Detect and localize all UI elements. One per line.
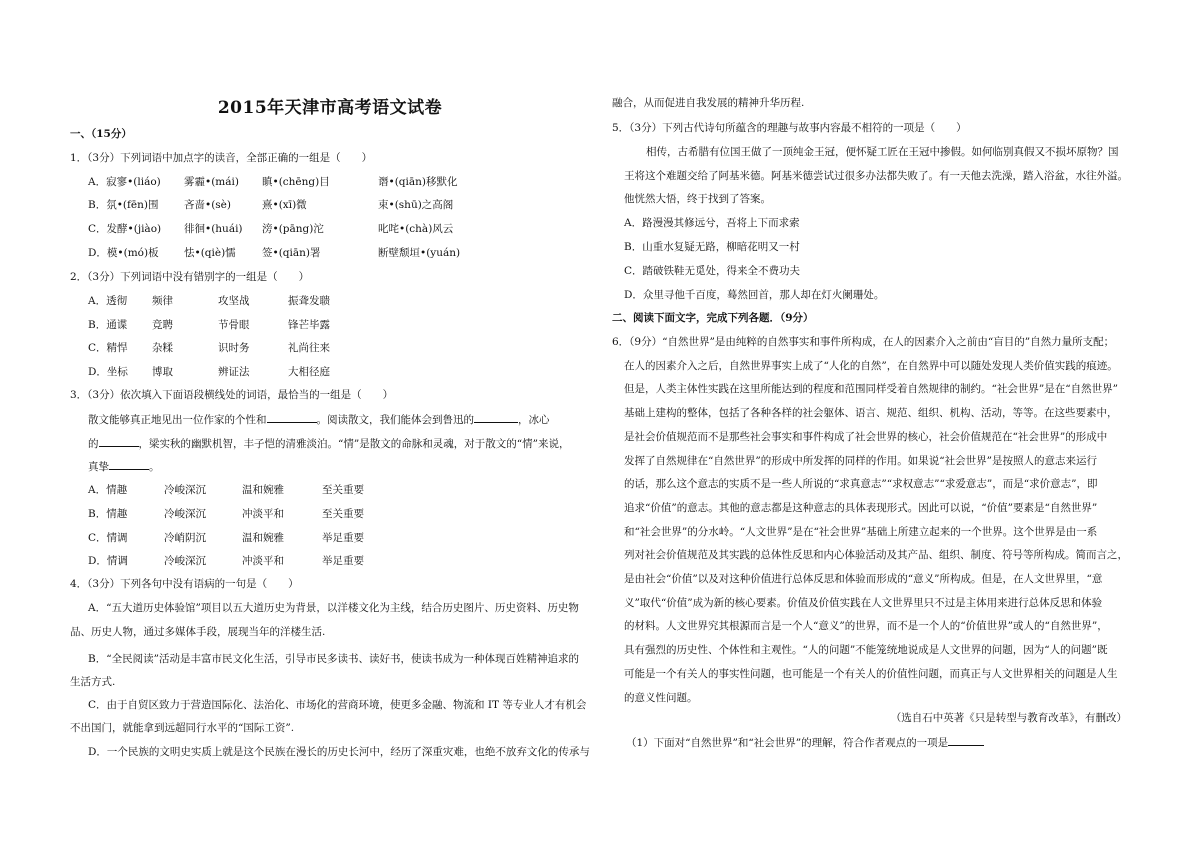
option-cell: 至关重要	[322, 484, 364, 496]
option-cell: 举足重要	[322, 555, 364, 567]
q5-option: B．山重水复疑无路，柳暗花明又一村	[624, 241, 800, 253]
option-cell: D．坐标	[88, 366, 128, 378]
option-cell: 雾霾•(mái)	[184, 176, 239, 188]
q6-source: （选自石中英著《只是转型与教育改革》，有删改）	[890, 712, 1127, 724]
option-cell: 怯•(qiè)懦	[184, 247, 236, 259]
q5-option: A．路漫漫其修远兮，吾将上下而求索	[624, 217, 800, 229]
q3-passage-line-3	[88, 459, 160, 474]
q3-passage-text: ，梁实秋的幽默机智，丰子恺的清雅淡泊。“情”是散文的命脉和灵魂，对于散文的“情”来说，	[138, 438, 570, 450]
q6-line: 可能是一个有关人的事实性问题，也可能是一个有关人的价值性问题，而真正与人文世界相关的问题是人生	[624, 668, 1118, 680]
q4-line: A．“五大道历史体验馆”项目以五大道历史为背景，以洋楼文化为主线，结合历史图片、历史资料、历史物	[88, 602, 579, 614]
option-cell: 振聋发聩	[288, 295, 330, 307]
q6-line: 的意义性问题。	[624, 692, 698, 704]
option-cell: 识时务	[218, 342, 250, 354]
option-cell: 冲淡平和	[242, 508, 284, 520]
option-cell: C．情调	[88, 532, 128, 544]
q4-stem: 4．（3分）下列各句中没有语病的一句是（ ）	[70, 578, 299, 590]
option-cell: 谮•(qiān)移默化	[378, 176, 458, 188]
option-cell: 竞聘	[152, 319, 173, 331]
q3-passage-text: 真挚	[88, 461, 109, 473]
option-cell: 熹•(xī)微	[262, 199, 307, 211]
q5-story-line: 他恍然大悟，终于找到了答案。	[624, 193, 771, 205]
option-cell: B．氛•(fēn)围	[88, 199, 159, 211]
option-cell: A．寂寥•(liáo)	[88, 176, 161, 188]
q5-story-line: 王将这个难题交给了阿基米德。阿基米德尝试过很多办法都失败了。有一天他去洗澡，踏入浴盆，水往外溢。	[624, 170, 1128, 182]
option-cell: 冷峻深沉	[164, 508, 206, 520]
option-cell: 杂糅	[152, 342, 173, 354]
q6-line: 的话，那么这个意志的实质不是一些人所说的“求真意志”“求权意志”“求爱意志”，而是“求价意志”，即	[624, 478, 1098, 490]
option-cell: 断壁颓垣•(yuán)	[378, 247, 461, 259]
q6-sub1	[626, 735, 984, 750]
option-cell: 大相径庭	[288, 366, 330, 378]
q3-passage-text: 。阅读散文，我们能体会到鲁迅的	[316, 414, 474, 426]
option-cell: 叱咤•(chà)风云	[378, 223, 454, 235]
option-cell: 辨证法	[218, 366, 250, 378]
section-2-heading: 二、阅读下面文字，完成下列各题．（9分）	[612, 312, 814, 324]
option-cell: 节骨眼	[218, 319, 250, 331]
option-cell: A．情趣	[88, 484, 128, 496]
q3-blank	[109, 459, 149, 470]
q6-line: 是社会价值规范而不是那些社会事实和事件构成了社会世界的核心，社会价值规范在“社会世界”的形成中	[624, 431, 1108, 443]
option-cell: 礼尚往来	[288, 342, 330, 354]
q6-line: 基础上建构的整体，包括了各种各样的社会躯体、语言、规范、组织、机构、活动，等等。在这些要素中，	[624, 407, 1118, 419]
q2-stem: 2．（3分）下列词语中没有错别字的一组是（ ）	[70, 271, 310, 283]
option-cell: 冲淡平和	[242, 555, 284, 567]
answer-blank	[948, 735, 984, 746]
option-cell: D．情调	[88, 555, 128, 567]
option-cell: 滂•(pāng)沱	[262, 223, 324, 235]
q3-blank	[99, 436, 139, 447]
option-cell: 冷峻深沉	[164, 555, 206, 567]
option-cell: 攻坚战	[218, 295, 250, 307]
q6-line: 义”取代“价值”成为新的核心要素。价值及价值实践在人文世界里只不过是主体用来进行总体反思和体验	[624, 597, 1103, 609]
q6-line: 在人的因素介入之后，自然世界事实上成了“人化的自然”，在自然界中可以随处发现人类价值实践的痕迹。	[624, 360, 1118, 372]
q4-line: 品、历史人物，通过多媒体手段，展现当年的洋楼生活.	[70, 626, 326, 638]
q6-line: 发挥了自然规律在“自然世界”的形成中所发挥的同样的作用。如果说“社会世界”是按照人的意志来运行	[624, 455, 1097, 467]
q6-line: 追求“价值”的意志。其他的意志都是这种意志的具体表现形式。因此可以说，“价值”要素是“自然世界”	[624, 502, 1098, 514]
q3-passage-text: ，冰心	[518, 414, 550, 426]
option-cell: 束•(shū)之高阁	[378, 199, 454, 211]
q6-line: 和“社会世界”的分水岭。“人文世界”是在“社会世界”基础上所建立起来的一个世界。这个世界是由一系	[624, 526, 1098, 538]
q6-line: 6．（9分）“自然世界”是由纯粹的自然事实和事件所构成，在人的因素介入之前由“盲目的”自然力量所支配；	[612, 336, 1115, 348]
q4-line: D．一个民族的文明史实质上就是这个民族在漫长的历史长河中，经历了深重灾难，也绝不放弃文化的传承与	[88, 746, 590, 758]
option-cell: C．发酵•(jiào)	[88, 223, 162, 235]
option-cell: C．精悍	[88, 342, 128, 354]
q3-passage-line-1	[88, 412, 550, 427]
option-cell: 频律	[152, 295, 173, 307]
option-cell: 温和婉雅	[242, 484, 284, 496]
option-cell: B．通谍	[88, 319, 128, 331]
q5-option: C．踏破铁鞋无觅处，得来全不费功夫	[624, 265, 801, 277]
option-cell: 举足重要	[322, 532, 364, 544]
q3-passage-text: 的	[88, 438, 99, 450]
option-cell: 冷峻深沉	[164, 484, 206, 496]
q6-line: 具有强烈的历史性、个体性和主观性。“人的问题”不能笼统地说成是人文世界的问题，因为“人的问题”既	[624, 644, 1108, 656]
q4-continuation: 融合，从而促进自我发展的精神升华历程.	[612, 97, 805, 109]
q5-story-line: 相传，古希腊有位国王做了一顶纯金王冠，便怀疑工匠在王冠中掺假。如何临别真假又不损坏原物？国	[646, 146, 1119, 158]
q4-line: 生活方式.	[70, 676, 116, 688]
q3-passage-text: 散文能够真正地见出一位作家的个性和	[88, 414, 267, 426]
option-cell: D．模•(mó)板	[88, 247, 159, 259]
option-cell: 徘徊•(huái)	[184, 223, 243, 235]
q4-line: B．“全民阅读”活动是丰富市民文化生活，引导市民多读书、读好书，使读书成为一种体现百姓精神追求的	[88, 653, 579, 665]
q1-stem: 1．（3分）下列词语中加点字的读音，全部正确的一组是（ ）	[70, 152, 373, 164]
q4-line: C．由于自贸区致力于营造国际化、法治化、市场化的营商环境，使更多金融、物流和 IT 等专业人才有机会	[88, 699, 587, 711]
option-cell: 至关重要	[322, 508, 364, 520]
q6-line: 的材料。人文世界究其根源而言是一个人“意义”的世界，而不是一个人的“价值世界”或人的“自然世界”，	[624, 620, 1108, 632]
option-cell: 锋芒毕露	[288, 319, 330, 331]
section-1-heading: 一、（15分）	[70, 128, 132, 140]
q6-line: 列对社会价值规范及其实践的总体性反思和内心体验活动及其产品、组织、制度、符号等所构成。简而言之，	[624, 549, 1128, 561]
option-cell: 签•(qiān)署	[262, 247, 321, 259]
option-cell: 博取	[152, 366, 173, 378]
option-cell: A．透彻	[88, 295, 128, 307]
q6-line: 但是，人类主体性实践在这里所能达到的程度和范围同样受着自然规律的制约。“社会世界”是在“自然世界”	[624, 383, 1118, 395]
option-cell: 吝啬•(sè)	[184, 199, 231, 211]
q5-stem: 5．（3分）下列古代诗句所蕴含的理趣与故事内容最不相符的一项是（ ）	[612, 122, 967, 134]
option-cell: 冷峭阴沉	[164, 532, 206, 544]
q3-passage-line-2	[88, 436, 569, 451]
q4-line: 不出国门，就能拿到远超同行水平的“国际工资”.	[70, 722, 295, 734]
q3-blank	[267, 412, 317, 423]
q6-line: 是由社会“价值”以及对这种价值进行总体反思和体验而形成的“意义”所构成。但是，在人文世界里，“意	[624, 573, 1103, 585]
option-cell: B．情趣	[88, 508, 128, 520]
q5-option: D．众里寻他千百度，蓦然回首，那人却在灯火阑珊处。	[624, 289, 885, 301]
q3-passage-text: 。	[149, 461, 160, 473]
q3-stem: 3．（3分）依次填入下面语段横线处的词语，最恰当的一组是（ ）	[70, 389, 394, 401]
option-cell: 瞋•(chēng)目	[262, 176, 330, 188]
q6-sub1-text: （1）下面对“自然世界”和“社会世界”的理解，符合作者观点的一项是	[626, 737, 949, 749]
option-cell: 温和婉雅	[242, 532, 284, 544]
exam-title: 2015年天津市高考语文试卷	[217, 98, 443, 118]
q3-blank	[474, 412, 518, 423]
